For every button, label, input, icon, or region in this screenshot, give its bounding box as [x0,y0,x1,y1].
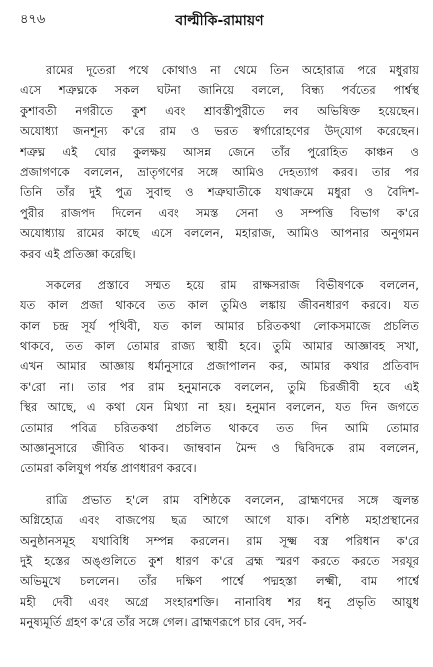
text-line: প্রজাগণকে বললেন, ভ্রাতৃগণের সঙ্গে আমিও দেহত্যাগ করব। তার পর [20,164,419,179]
text-line: অযোধ্যায় রামের কাছে এসে বললেন, মহারাজ, আমিও আপনার অনুগমন [20,226,419,241]
text-line: এখন আমার আজ্ঞায় ধর্মানুসারে প্রজাপালন কর, আমার কথার প্রতিবাদ [20,359,419,374]
text-line: ক'রো না। তার পর রাম হনুমানকে বললেন, তুমি চিরজীবী হবে এই [20,379,419,394]
page-header [20,8,419,32]
paragraph [20,490,419,633]
text-line: কাল চন্দ্র সূর্য পৃথিবী, যত কাল আমার চরিতকথা লোকসমাজে প্রচলিত [20,318,419,333]
text-line: অভিমুখে চললেন। তাঁর দক্ষিণ পার্শ্বে পদ্মহস্তা লক্ষ্মী, বাম পার্শ্বে [20,574,419,589]
text-line: তোমার পবিত্র চরিতকথা প্রচলিত থাকবে তত দিন আমি তোমার [20,420,419,435]
text-line: থাকবে, তত কাল তোমার রাজ্য স্থায়ী হবে। তুমি আমার আজ্ঞাবহ সখা, [20,339,419,354]
text-line: রামের দূতেরা পথে কোথাও না থেমে তিন অহোরাত্র পরে মধুরায় [46,63,419,77]
body-text [20,60,419,644]
text-line: করব এই প্রতিজ্ঞা করেছি। [20,246,136,261]
text-line: আজ্ঞানুসারে জীবিত থাকব। জাম্ববান মৈন্দ ও দ্বিবিদকে রাম বললেন, [20,441,419,456]
text-line: অনুষ্ঠানসমূহ যথাবিধি সম্পন্ন করলেন। রাম সূক্ষ্ম বস্ত্র পরিধান ক'রে [20,533,419,548]
page-number: ৪৭৬ [20,12,46,27]
text-line: স্থির আছে, এ কথা যেন মিথ্যা না হয়। হনুমান বললেন, যত দিন জগতে [20,400,419,415]
text-line: যত কাল প্রজা থাকবে তত কাল তুমিও লঙ্কায় জীবনধারণ করবে। যত [20,298,419,313]
text-line: অযোধ্যা জনশূন্য ক'রে রাম ও ভরত স্বর্গারোহণের উদ্‌যোগ করেছেন। [20,124,419,139]
text-line: অগ্নিহোত্র এবং বাজপেয় ছত্র আগে আগে যাক। বশিষ্ঠ মহাপ্রস্থানের [20,513,419,528]
text-line: রাত্রি প্রভাত হ'লে রাম বশিষ্ঠকে বললেন, ব্রাহ্মণদের সঙ্গে জ্বলন্ত [46,492,419,507]
paragraph [20,275,419,479]
running-head: বাল্মীকি-রামায়ণ [175,13,264,29]
text-line: সকলের প্রস্তাবে সম্মত হয়ে রাম রাক্ষসরাজ বিভীষণকে বললেন, [46,277,419,292]
text-line: এসে শত্রুঘ্নকে সকল ঘটনা জানিয়ে বললে, বিন্ধ্য পর্বতের পার্শ্বস্থ [20,83,419,98]
text-line: মহী দেবী এবং অগ্রে সংহারশক্তি। নানাবিধ শর ধনু প্রভৃতি আয়ুধ [20,594,419,609]
text-line: কুশাবতী নগরীতে কুশ এবং শ্রাবস্তীপুরীতে লব অভিষিক্ত হয়েছেন। [20,103,419,118]
text-line: তিনি তাঁর দুই পুত্র সুবাহু ও শত্রুঘাতীকে যথাক্রমে মধুরা ও বৈদিশ- [20,185,419,200]
text-line: তোমরা কলিযুগ পর্যন্ত প্রাণধারণ করবে। [20,461,197,476]
text-line: দুই হস্তের অঙ্গুলিতে কুশ ধারণ ক'রে ব্রহ্ম স্মরণ করতে করতে সরযূর [20,553,419,568]
text-line: পুরীর রাজপদ দিলেন এবং সমস্ত সেনা ও সম্পত্তি বিভাগ ক'রে [20,205,419,220]
text-line: শত্রুঘ্ন এই ঘোর কুলক্ষয় আসন্ন জেনে তাঁর পুরোহিত কাঞ্চন ও [20,144,419,159]
paragraph [20,60,419,264]
text-line: মনুষ্যমূর্তি গ্রহণ ক'রে তাঁর সঙ্গে গেল। ব্রাহ্মণরূপে চার বেদ, সর্ব- [20,615,307,630]
